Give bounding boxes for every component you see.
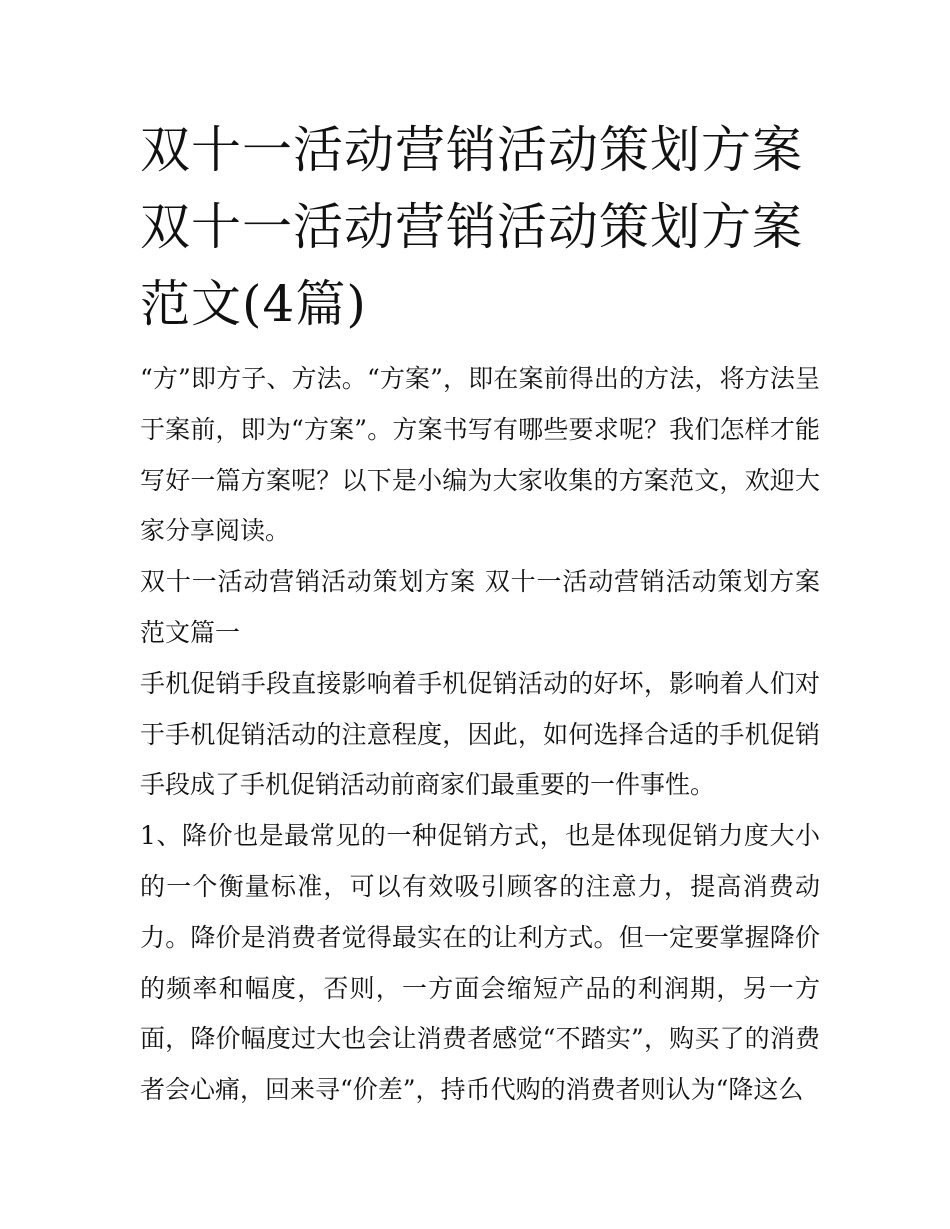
document-title: 双十一活动营销活动策划方案 双十一活动营销活动策划方案 范文(4篇) xyxy=(140,121,803,333)
body-paragraph: 手机促销手段直接影响着手机促销活动的好坏，影响着人们对于手机促销活动的注意程度，因此，如何选择合适的手机促销手段成了手机促销活动前商家们最重要的一件事性。 xyxy=(140,668,820,800)
document-body xyxy=(140,343,820,1116)
section-heading: 双十一活动营销活动策划方案 双十一活动营销活动策划方案范文篇一 xyxy=(140,567,820,647)
list-paragraph-1: 1、降价也是最常见的一种促销方式，也是体现促销力度大小的一个衡量标准，可以有效吸引顾客的注意力，提高消费动力。降价是消费者觉得最实在的让利方式。但一定要掌握降价的频率和幅度，否则，一方面会缩短产品的利润期，另一方面，降价幅度过大也会让消费者感觉“不踏实”，购买了的消费者会心痛，回来寻“价差”，持币代购的消费者则认为“降这么 xyxy=(140,821,820,1105)
document-content xyxy=(140,112,820,1116)
intro-paragraph: “方”即方子、方法。“方案”，即在案前得出的方法，将方法呈于案前，即为“方案”。方案书写有哪些要求呢？我们怎样才能写好一篇方案呢？以下是小编为大家收集的方案范文，欢迎大家分享阅读。 xyxy=(140,364,820,546)
